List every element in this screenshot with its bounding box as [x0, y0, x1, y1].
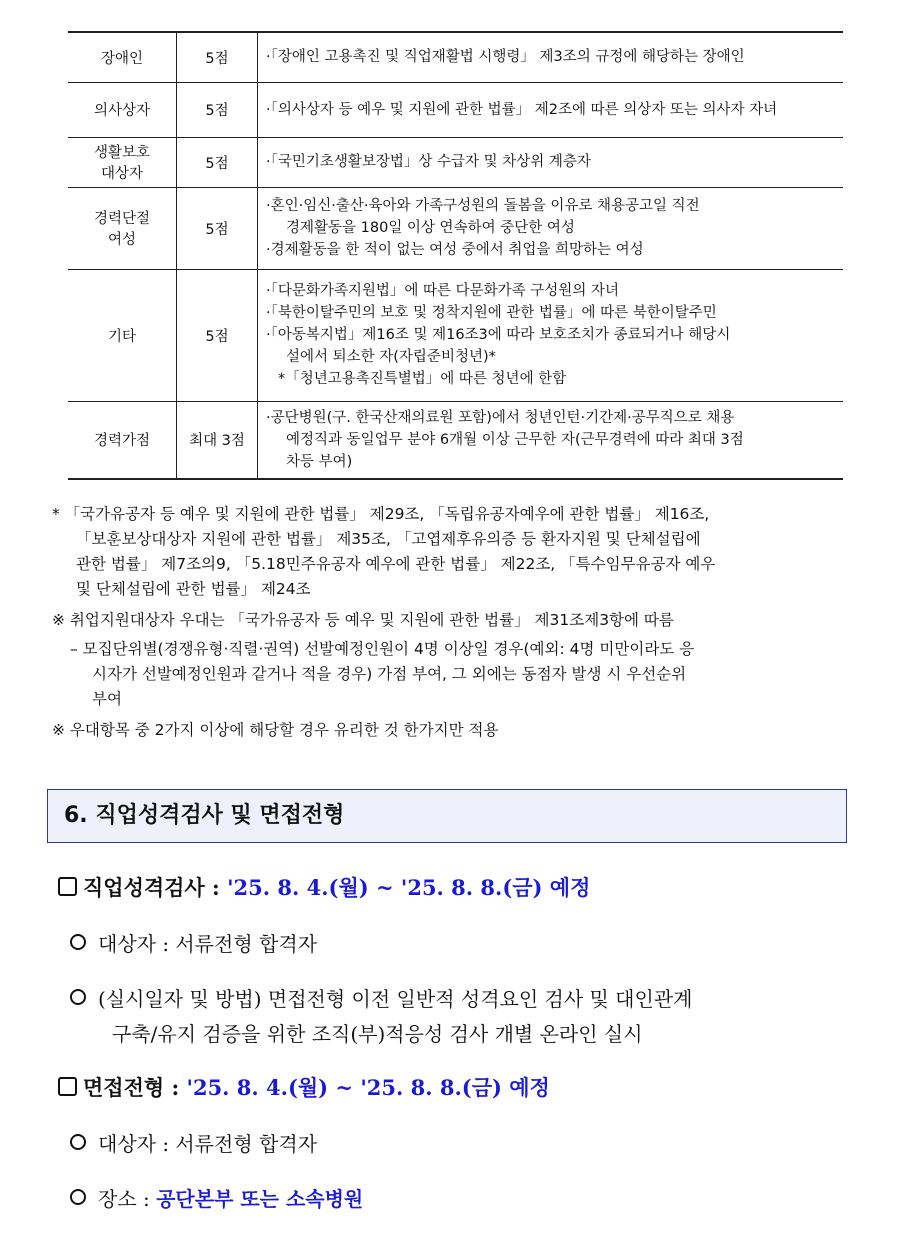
item-text: 대상자 : 서류전형 합격자 [98, 932, 318, 956]
item-label: 장소 : [98, 1187, 150, 1211]
detail-line: *「청년고용촉진특별법」에 따른 청년에 한함 [278, 371, 567, 387]
detail-cell [258, 137, 844, 187]
detail-line: 경제활동을 180일 이상 연속하여 중단한 여성 [286, 220, 575, 236]
category-line: 경력단절 [93, 211, 151, 227]
category-line: 대상자 [100, 166, 144, 182]
item-text: 대상자 : 서류전형 합격자 [98, 1132, 318, 1156]
score-cell: 5점 [177, 187, 258, 269]
table-row [68, 401, 843, 479]
note-line: – 모집단위별(경쟁유형·직렬·권역) 선발예정인원이 4명 이상일 경우(예외: 4명 미만이라도 응 [70, 640, 695, 658]
checkbox-square-icon [58, 1077, 77, 1096]
interview-heading [58, 1072, 550, 1102]
footnote-line: 및 단체설립에 관한 법률」 제24조 [76, 580, 311, 598]
note-line: 부여 [92, 690, 122, 708]
score-cell: 최대 3점 [177, 401, 258, 479]
detail-line: ·「장애인 고용촉진 및 직업재활법 시행령」 제3조의 규정에 해당하는 장애인 [266, 49, 745, 66]
detail-line: ·「북한이탈주민의 보호 및 정착지원에 관한 법률」에 따른 북한이탈주민 [266, 305, 717, 321]
circle-bullet-icon [70, 1134, 86, 1150]
footnote-line: * 「국가유공자 등 예우 및 지원에 관한 법률」 제29조, 「독립유공자예우에 관한 법률」 제16조, [52, 505, 710, 523]
detail-line: 차등 부여) [286, 453, 353, 470]
section-title-banner: 6. 직업성격검사 및 면접전형 [47, 789, 847, 843]
category-cell: 경력가점 [68, 401, 177, 479]
detail-line: 설에서 퇴소한 자(자립준비청년)* [286, 349, 496, 365]
circle-bullet-icon [70, 989, 86, 1005]
note-line: ※ 우대항목 중 2가지 이상에 해당할 경우 유리한 것 한가지만 적용 [52, 721, 499, 739]
detail-line: ·「아동복지법」제16조 및 제16조3에 따라 보호조치가 종료되거나 해당시 [266, 327, 731, 343]
preference-table [68, 31, 843, 480]
score-cell: 5점 [177, 32, 258, 82]
detail-cell [258, 269, 844, 401]
table-row [68, 32, 843, 82]
score-cell: 5점 [177, 82, 258, 137]
item-text: (실시일자 및 방법) 면접전형 이전 일반적 성격요인 검사 및 대인관계 [98, 987, 693, 1011]
detail-cell [258, 32, 844, 82]
note-line: ※ 취업지원대상자 우대는 「국가유공자 등 예우 및 지원에 관한 법률」 제31조제3항에 따름 [52, 611, 674, 629]
category-line: 생활보호 [93, 145, 151, 161]
bullet-item-continued: 구축/유지 검증을 위한 조직(부)적응성 검사 개별 온라인 실시 [112, 1022, 643, 1046]
detail-line: ·공단병원(구. 한국산재의료원 포함)에서 청년인턴·기간제·공무직으로 채용 [266, 409, 735, 426]
detail-line: ·「다문화가족지원법」에 따른 다문화가족 구성원의 자녀 [266, 283, 619, 299]
category-cell: 의사상자 [68, 82, 177, 137]
table-row [68, 82, 843, 137]
detail-line: 예정직과 동일업무 분야 6개월 이상 근무한 자(근무경력에 따라 최대 3점 [286, 431, 744, 448]
detail-line: ·경제활동을 한 적이 없는 여성 중에서 취업을 희망하는 여성 [266, 242, 644, 258]
bullet-item [70, 983, 692, 1012]
bullet-item [70, 1183, 363, 1212]
heading-label: 면접전형 : [83, 1075, 180, 1100]
detail-line: ·혼인·임신·출산·육아와 가족구성원의 돌봄을 이유로 채용공고일 직전 [266, 198, 700, 214]
table-row [68, 269, 843, 401]
footnote-line: 「보훈보상대상자 지원에 관한 법률」 제35조, 「고엽제후유의증 등 환자지원 및 단체설립에 [76, 530, 701, 548]
schedule-date: '25. 8. 4.(월) ~ '25. 8. 8.(금) 예정 [227, 875, 591, 900]
personality-test-heading [58, 872, 590, 902]
checkbox-square-icon [58, 877, 77, 896]
detail-line: ·「의사상자 등 예우 및 지원에 관한 법률」 제2조에 따른 의상자 또는 의사자 자녀 [266, 101, 778, 118]
category-line: 여성 [107, 232, 136, 248]
category-cell [68, 187, 177, 269]
category-cell: 기타 [68, 269, 177, 401]
table-row [68, 187, 843, 269]
detail-cell [258, 187, 844, 269]
category-cell: 장애인 [68, 32, 177, 82]
schedule-date: '25. 8. 4.(월) ~ '25. 8. 8.(금) 예정 [186, 1075, 550, 1100]
score-cell: 5점 [177, 137, 258, 187]
table-notes [52, 502, 852, 743]
category-cell [68, 137, 177, 187]
detail-cell [258, 82, 844, 137]
circle-bullet-icon [70, 934, 86, 950]
detail-cell [258, 401, 844, 479]
detail-line: ·「국민기초생활보장법」상 수급자 및 차상위 계층자 [266, 154, 591, 170]
table-row [68, 137, 843, 187]
bullet-item [70, 1128, 317, 1157]
score-cell: 5점 [177, 269, 258, 401]
heading-label: 직업성격검사 : [83, 875, 220, 900]
note-line: 시자가 선발예정인원과 같거나 적을 경우) 가점 부여, 그 외에는 동점자 발생 시 우선순위 [92, 665, 687, 683]
bullet-item [70, 928, 317, 957]
footnote-line: 관한 법률」 제7조의9, 「5.18민주유공자 예우에 관한 법률」 제22조, 「특수임무유공자 예우 [76, 555, 716, 573]
interview-location: 공단본부 또는 소속병원 [156, 1187, 364, 1211]
circle-bullet-icon [70, 1189, 86, 1205]
